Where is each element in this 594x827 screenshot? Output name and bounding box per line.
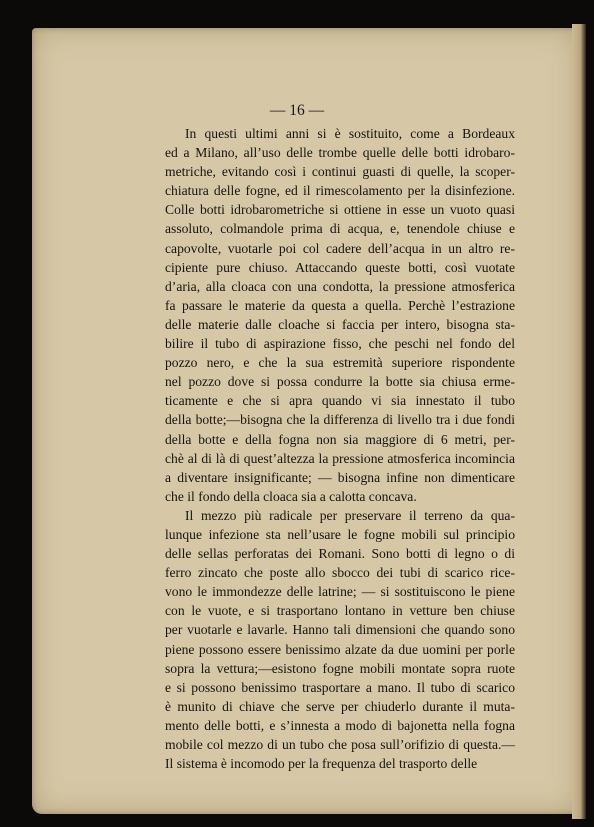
text-line: delle sellas perforatas dei Romani. Sono botti di legno o di	[165, 546, 515, 562]
text-line: Il sistema è incomodo per la frequenza del trasporto delle	[165, 756, 478, 772]
paragraph	[165, 506, 515, 773]
text-line: che il fondo della cloaca sia a calotta concava.	[165, 488, 417, 504]
text-line: nel pozzo dove si possa condurre la botte sia chiusa erme-	[165, 374, 515, 390]
text-line: chiatura delle fogne, ed il rimescolamento per la disinfezione.	[165, 183, 515, 199]
text-line: ferro zincato che poste allo sbocco dei tubi di scarico rice-	[165, 565, 515, 581]
next-page-edge	[572, 24, 586, 819]
text-line: capovolte, vuotarle poi col cadere dell’acqua in un altro re-	[165, 240, 515, 256]
text-line: piene possono essere benissimo alzate da due uomini per porle	[165, 641, 515, 657]
text-line: ed a Milano, all’uso delle trombe quelle delle botti idrobaro-	[165, 145, 515, 161]
text-line: pozzo nero, e che la sua estremità superiore rispondente	[165, 355, 515, 371]
text-line: Il mezzo più radicale per preservare il terreno da qua-	[185, 507, 515, 523]
text-line: sopra la vettura;—esistono fogne mobili montate sopra ruote	[165, 660, 515, 676]
text-line: per vuotarle e lavarle. Hanno tali dimensioni che quando sono	[165, 622, 515, 638]
text-line: della botte;—bisogna che la differenza di livello tra i due fondi	[165, 412, 515, 428]
text-line: assoluto, colmandole prima di acqua, e, tenendole chiuse e	[165, 221, 515, 237]
text-line: d’aria, alla cloaca con una condotta, la pressione atmosferica	[165, 278, 515, 294]
text-line: chè al di là di quest’altezza la pressione atmosferica incomincia	[165, 450, 515, 466]
text-line: mento delle botti, e s’innesta a modo di bajonetta nella fogna	[165, 717, 515, 733]
text-line: fa passare le materie da questa a quella. Perchè l’estrazione	[165, 297, 515, 313]
text-line: vono le immondezze delle latrine; — si sostituiscono le piene	[165, 584, 515, 600]
text-line: e si possono benissimo trasportare a mano. Il tubo di scarico	[165, 679, 515, 695]
text-line: con le vuote, e si trasportano lontano in vetture ben chiuse	[165, 603, 515, 619]
text-line: lunque infezione sta nell’usare le fogne mobili sul principio	[165, 526, 515, 542]
text-line: della botte e della fogna non sia maggiore di 6 metri, per-	[165, 431, 515, 447]
page-number: — 16 —	[269, 102, 325, 119]
text-line: Colle botti idrobarometriche si ottiene in esse un vuoto quasi	[165, 202, 515, 218]
text-line: bilire il tubo di aspirazione fisso, che peschi nel fondo del	[165, 336, 515, 352]
paragraph	[165, 124, 515, 506]
text-line: In questi ultimi anni si è sostituito, come a Bordeaux	[185, 126, 515, 141]
page-body	[165, 124, 515, 773]
text-line: metriche, evitando così i continui guasti di quelle, la scoper-	[165, 164, 515, 180]
text-line: delle materie dalle cloache si faccia per intero, bisogna sta-	[165, 316, 515, 332]
text-line: ticamente e che si apra quando vi sia innestato il tubo	[165, 393, 515, 409]
text-line: è munito di chiave che serve per chiuderlo durante il muta-	[165, 698, 515, 714]
text-line: a diventare insignificante; — bisogna infine non dimenticare	[165, 469, 515, 485]
text-line: cipiente pure chiuso. Attaccando queste botti, così vuotate	[165, 259, 515, 275]
text-line: mobile col mezzo di un tubo che posa sull’orifizio di questa.—	[165, 737, 515, 752]
